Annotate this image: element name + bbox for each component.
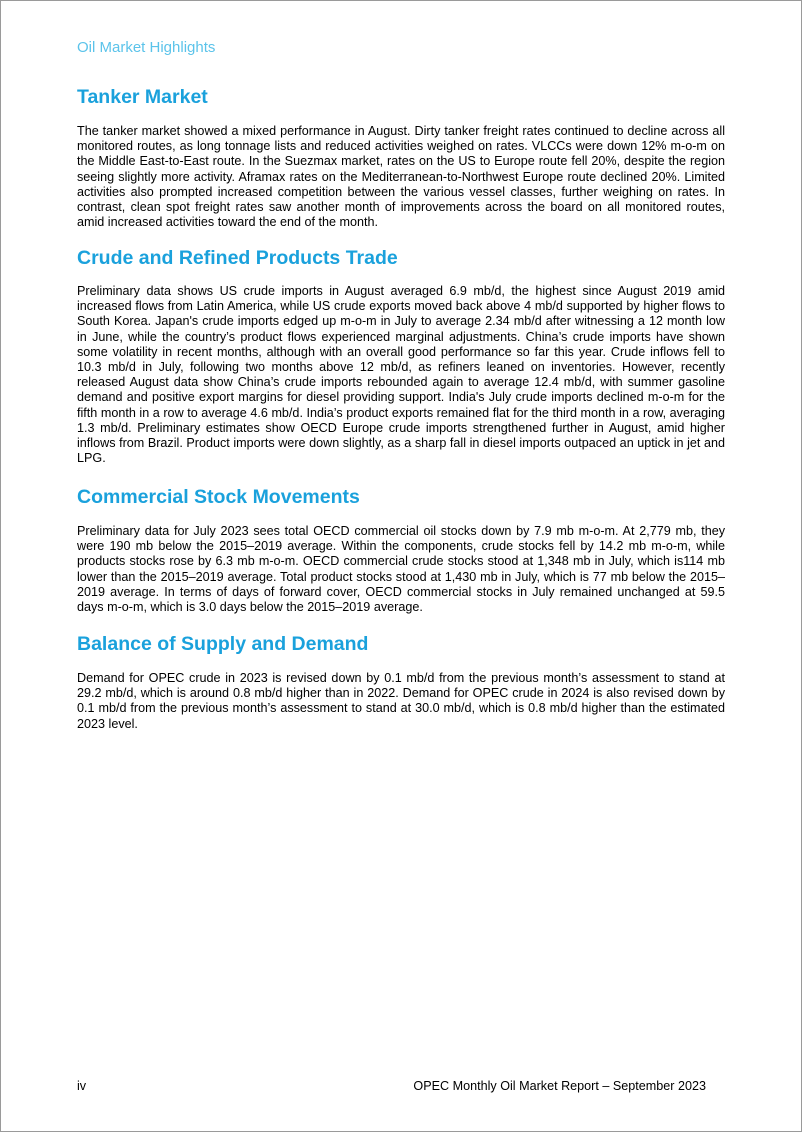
- section-heading-tanker-market: Tanker Market: [77, 86, 208, 108]
- section-body-commercial-stock-movements: Preliminary data for July 2023 sees total OECD commercial oil stocks down by 7.9 mb m-o-m. At 2,779 mb, they were 190 mb below the 2015–2019 average. Within the components, crude stocks fell by 14.2 mb m-o-m, while products stocks rose by 6.3 mb m-o-m. OECD commercial crude stocks stood at 1,348 mb in July, which is114 mb lower than the 2015–2019 average. Total product stocks stood at 1,430 mb in July, which is 77 mb below the 2015–2019 average. In terms of days of forward cover, OECD commercial stocks in July remained unchanged at 59.5 days m-o-m, which is 3.0 days below the 2015–2019 average.: [77, 524, 725, 615]
- section-heading-crude-products-trade: Crude and Refined Products Trade: [77, 247, 398, 269]
- footer-publication-title: OPEC Monthly Oil Market Report – September 2023: [413, 1079, 706, 1093]
- section-body-crude-products-trade: Preliminary data shows US crude imports in August averaged 6.9 mb/d, the highest since August 2019 amid increased flows from Latin America, while US crude exports moved back above 4 mb/d supported by higher flows to South Korea. Japan's crude imports edged up m-o-m in July to average 2.34 mb/d after witnessing a 12 month low in June, while the country’s product flows experienced marginal adjustments. China’s crude imports have shown some volatility in recent months, although with an overall good performance so far this year. Crude inflows fell to 10.3 mb/d in July, following two months above 12 mb/d, as refiners leaned on inventories. However, recently released August data show China’s crude imports rebounded again to average 12.4 mb/d, with summer gasoline demand and positive export margins for diesel providing support. India's July crude imports declined m-o-m for the fifth month in a row to average 4.6 mb/d. India’s product exports remained flat for the third month in a row, averaging 1.3 mb/d. Preliminary estimates show OECD Europe crude imports strengthened further in August, amid higher inflows from Brazil. Product imports were down slightly, as a sharp fall in diesel imports outpaced an uptick in jet and LPG.: [77, 284, 725, 466]
- running-header: Oil Market Highlights: [77, 39, 216, 56]
- footer-page-number: iv: [77, 1079, 87, 1093]
- section-body-tanker-market: The tanker market showed a mixed performance in August. Dirty tanker freight rates continued to decline across all monitored routes, as long tonnage lists and reduced activities weighed on rates. VLCCs were down 12% m-o-m on the Middle East-to-East route. In the Suezmax market, rates on the US to Europe route fell 20%, despite the region seeing slightly more activity. Aframax rates on the Mediterranean-to-Northwest Europe route declined 20%. Limited activities also prompted increased competition between the various vessel classes, further weighing on rates. In contrast, clean spot freight rates saw another month of improvements across the board on all monitored routes, amid increased activities toward the end of the month.: [77, 124, 725, 230]
- section-heading-commercial-stock-movements: Commercial Stock Movements: [77, 486, 360, 508]
- section-heading-balance-supply-demand: Balance of Supply and Demand: [77, 633, 369, 655]
- section-body-balance-supply-demand: Demand for OPEC crude in 2023 is revised down by 0.1 mb/d from the previous month’s assessment to stand at 29.2 mb/d, which is around 0.8 mb/d higher than in 2022. Demand for OPEC crude in 2024 is also revised down by 0.1 mb/d from the previous month’s assessment to stand at 30.0 mb/d, which is 0.8 mb/d higher than the estimated 2023 level.: [77, 671, 725, 731]
